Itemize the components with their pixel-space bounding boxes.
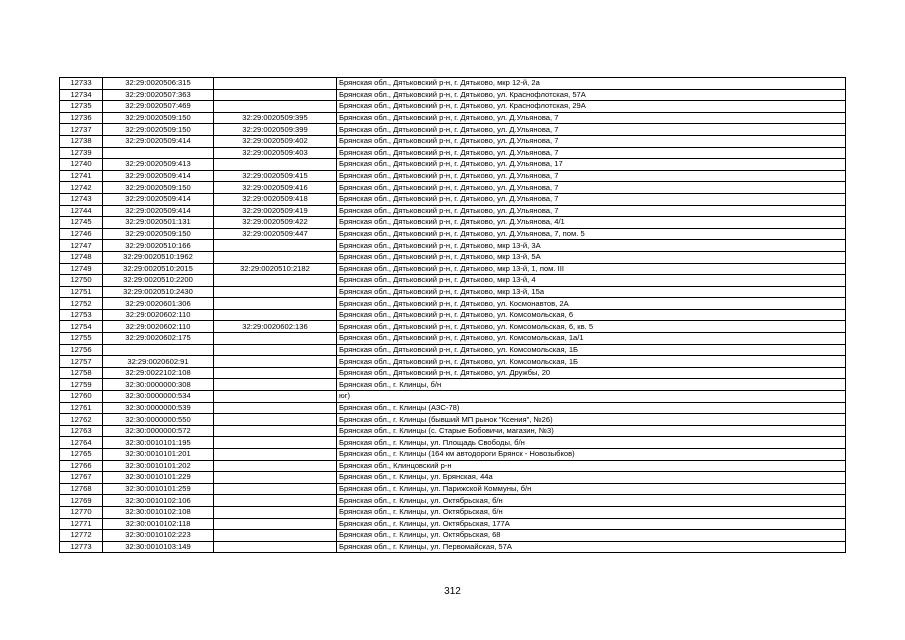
table-row [60,356,846,368]
room-cadastral-number-cell [214,89,337,101]
address-cell: Брянская обл., г. Клинцы, ул. Октябрьская, 177А [337,518,846,530]
cadastral-number-cell: 32:30:0010101:229 [103,472,214,484]
address-cell: Брянская обл., г. Клинцы (164 км автодороги Брянск - Новозыбков) [337,449,846,461]
cadastral-number-cell: 32:29:0020509:150 [103,112,214,124]
address-cell: Брянская обл., Дятьковский р-н, г. Дятьково, ул. Комсомольская, 6, кв. 5 [337,321,846,333]
address-cell: Брянская обл., Дятьковский р-н, г. Дятьково, ул. Д.Ульянова, 7 [337,182,846,194]
table-row [60,193,846,205]
page-number: 312 [444,586,461,597]
room-cadastral-number-cell [214,530,337,542]
room-cadastral-number-cell [214,472,337,484]
row-number-cell: 12736 [60,112,103,124]
room-cadastral-number-cell: 32:29:0020509:415 [214,170,337,182]
room-cadastral-number-cell [214,460,337,472]
room-cadastral-number-cell [214,309,337,321]
address-cell: Брянская обл., г. Клинцы, ул. Октябрьская, б/н [337,495,846,507]
address-cell: Брянская обл., Дятьковский р-н, г. Дятьково, ул. Д.Ульянова, 7 [337,135,846,147]
room-cadastral-number-cell [214,78,337,90]
cadastral-number-cell: 32:29:0020507:469 [103,101,214,113]
room-cadastral-number-cell [214,286,337,298]
room-cadastral-number-cell: 32:29:0020509:422 [214,217,337,229]
room-cadastral-number-cell: 32:29:0020510:2182 [214,263,337,275]
row-number-cell: 12756 [60,344,103,356]
registry-table-body [60,78,846,553]
room-cadastral-number-cell [214,437,337,449]
cadastral-number-cell [103,344,214,356]
row-number-cell: 12746 [60,228,103,240]
row-number-cell: 12771 [60,518,103,530]
row-number-cell: 12759 [60,379,103,391]
address-cell: Брянская обл., Дятьковский р-н, г. Дятьково, ул. Д.Ульянова, 7 [337,193,846,205]
room-cadastral-number-cell [214,425,337,437]
row-number-cell: 12741 [60,170,103,182]
cadastral-number-cell: 32:29:0020507:363 [103,89,214,101]
cadastral-number-cell: 32:30:0010102:118 [103,518,214,530]
cadastral-number-cell: 32:29:0022102:108 [103,367,214,379]
room-cadastral-number-cell: 32:29:0020509:402 [214,135,337,147]
table-row [60,449,846,461]
room-cadastral-number-cell: 32:29:0020509:416 [214,182,337,194]
cadastral-number-cell: 32:29:0020510:2015 [103,263,214,275]
address-cell: Брянская обл., г. Клинцы, ул. Площадь Свободы, б/н [337,437,846,449]
room-cadastral-number-cell: 32:29:0020509:403 [214,147,337,159]
row-number-cell: 12749 [60,263,103,275]
address-cell: Брянская обл., Дятьковский р-н, г. Дятьково, мкр 13-й, 3А [337,240,846,252]
room-cadastral-number-cell [214,414,337,426]
cadastral-number-cell: 32:29:0020510:2200 [103,275,214,287]
address-cell: Брянская обл., г. Клинцы, ул. Октябрьская, б/н [337,506,846,518]
table-row [60,402,846,414]
address-cell: Брянская обл., Дятьковский р-н, г. Дятьково, ул. Краснофлотская, 57А [337,89,846,101]
cadastral-number-cell: 32:29:0020510:2430 [103,286,214,298]
row-number-cell: 12739 [60,147,103,159]
table-row [60,321,846,333]
cadastral-number-cell: 32:30:0000000:572 [103,425,214,437]
row-number-cell: 12754 [60,321,103,333]
address-cell: Брянская обл., Дятьковский р-н, г. Дятьково, ул. Космонавтов, 2А [337,298,846,310]
cadastral-number-cell: 32:29:0020509:150 [103,124,214,136]
room-cadastral-number-cell [214,298,337,310]
room-cadastral-number-cell: 32:29:0020509:399 [214,124,337,136]
cadastral-number-cell: 32:29:0020602:110 [103,321,214,333]
row-number-cell: 12765 [60,449,103,461]
cadastral-number-cell: 32:30:0010101:195 [103,437,214,449]
table-row [60,147,846,159]
row-number-cell: 12743 [60,193,103,205]
cadastral-number-cell: 32:29:0020509:414 [103,193,214,205]
address-cell: Брянская обл., Дятьковский р-н, г. Дятьково, мкр 13-й, 15а [337,286,846,298]
address-cell: Брянская обл., Дятьковский р-н, г. Дятьково, ул. Комсомольская, 1Б [337,344,846,356]
address-cell: Брянская обл., г. Клинцы, ул. Октябрьская, 68 [337,530,846,542]
table-row [60,251,846,263]
address-cell: Брянская обл., Дятьковский р-н, г. Дятьково, ул. Д.Ульянова, 7 [337,205,846,217]
room-cadastral-number-cell [214,356,337,368]
table-row [60,217,846,229]
room-cadastral-number-cell: 32:29:0020509:419 [214,205,337,217]
cadastral-number-cell: 32:30:0000000:534 [103,391,214,403]
table-row [60,89,846,101]
row-number-cell: 12772 [60,530,103,542]
room-cadastral-number-cell: 32:29:0020509:447 [214,228,337,240]
row-number-cell: 12768 [60,483,103,495]
cadastral-number-cell: 32:29:0020506:315 [103,78,214,90]
row-number-cell: 12734 [60,89,103,101]
address-cell: Брянская обл., Дятьковский р-н, г. Дятьково, ул. Комсомольская, 1Б [337,356,846,368]
address-cell: Брянская обл., г. Клинцы (с. Старые Бобовичи, магазин, №3) [337,425,846,437]
row-number-cell: 12745 [60,217,103,229]
address-cell: Брянская обл., Дятьковский р-н, г. Дятьково, мкр 13-й, 4 [337,275,846,287]
table-row [60,159,846,171]
registry-table [59,77,846,553]
cadastral-number-cell: 32:30:0000000:308 [103,379,214,391]
address-cell: Брянская обл., г. Клинцы, ул. Парижской Коммуны, б/н [337,483,846,495]
row-number-cell: 12737 [60,124,103,136]
table-row [60,286,846,298]
cadastral-number-cell: 32:29:0020602:91 [103,356,214,368]
room-cadastral-number-cell [214,240,337,252]
cadastral-number-cell: 32:29:0020509:414 [103,205,214,217]
room-cadastral-number-cell [214,344,337,356]
room-cadastral-number-cell [214,541,337,553]
address-cell: юг) [337,391,846,403]
room-cadastral-number-cell [214,449,337,461]
row-number-cell: 12762 [60,414,103,426]
cadastral-number-cell: 32:29:0020509:414 [103,135,214,147]
cadastral-number-cell: 32:30:0010102:223 [103,530,214,542]
row-number-cell: 12738 [60,135,103,147]
table-row [60,124,846,136]
row-number-cell: 12763 [60,425,103,437]
table-row [60,472,846,484]
room-cadastral-number-cell: 32:29:0020509:395 [214,112,337,124]
table-row [60,541,846,553]
row-number-cell: 12767 [60,472,103,484]
room-cadastral-number-cell [214,506,337,518]
cadastral-number-cell: 32:30:0010102:106 [103,495,214,507]
address-cell: Брянская обл., Дятьковский р-н, г. Дятьково, ул. Д.Ульянова, 4/1 [337,217,846,229]
room-cadastral-number-cell [214,251,337,263]
row-number-cell: 12773 [60,541,103,553]
row-number-cell: 12758 [60,367,103,379]
table-row [60,78,846,90]
table-row [60,135,846,147]
room-cadastral-number-cell [214,275,337,287]
row-number-cell: 12766 [60,460,103,472]
row-number-cell: 12733 [60,78,103,90]
row-number-cell: 12755 [60,333,103,345]
room-cadastral-number-cell [214,379,337,391]
row-number-cell: 12764 [60,437,103,449]
cadastral-number-cell: 32:29:0020509:414 [103,170,214,182]
table-row [60,518,846,530]
address-cell: Брянская обл., Дятьковский р-н, г. Дятьково, мкр 13-й, 5А [337,251,846,263]
room-cadastral-number-cell [214,159,337,171]
cadastral-number-cell: 32:30:0010103:149 [103,541,214,553]
row-number-cell: 12747 [60,240,103,252]
table-row [60,228,846,240]
address-cell: Брянская обл., Дятьковский р-н, г. Дятьково, ул. Д.Ульянова, 7 [337,170,846,182]
address-cell: Брянская обл., Дятьковский р-н, г. Дятьково, ул. Д.Ульянова, 7 [337,112,846,124]
row-number-cell: 12770 [60,506,103,518]
cadastral-number-cell: 32:30:0000000:539 [103,402,214,414]
table-row [60,263,846,275]
room-cadastral-number-cell: 32:29:0020602:136 [214,321,337,333]
row-number-cell: 12752 [60,298,103,310]
row-number-cell: 12751 [60,286,103,298]
room-cadastral-number-cell [214,101,337,113]
cadastral-number-cell: 32:30:0010101:202 [103,460,214,472]
address-cell: Брянская обл., г. Клинцы, б/н [337,379,846,391]
address-cell: Брянская обл., Дятьковский р-н, г. Дятьково, ул. Д.Ульянова, 7, пом. 5 [337,228,846,240]
address-cell: Брянская обл., г. Клинцы, ул. Брянская, 44а [337,472,846,484]
table-row [60,391,846,403]
row-number-cell: 12742 [60,182,103,194]
row-number-cell: 12757 [60,356,103,368]
row-number-cell: 12740 [60,159,103,171]
address-cell: Брянская обл., Дятьковский р-н, г. Дятьково, ул. Краснофлотская, 29А [337,101,846,113]
cadastral-number-cell: 32:29:0020601:306 [103,298,214,310]
row-number-cell: 12753 [60,309,103,321]
table-row [60,309,846,321]
cadastral-number-cell: 32:29:0020509:150 [103,228,214,240]
row-number-cell: 12750 [60,275,103,287]
cadastral-number-cell: 32:29:0020501:131 [103,217,214,229]
table-row [60,240,846,252]
row-number-cell: 12744 [60,205,103,217]
table-row [60,437,846,449]
table-row [60,101,846,113]
cadastral-number-cell: 32:29:0020602:110 [103,309,214,321]
cadastral-number-cell: 32:29:0020510:1962 [103,251,214,263]
address-cell: Брянская обл., Дятьковский р-н, г. Дятьково, ул. Д.Ульянова, 17 [337,159,846,171]
table-row [60,483,846,495]
cadastral-number-cell: 32:29:0020602:175 [103,333,214,345]
row-number-cell: 12735 [60,101,103,113]
cadastral-number-cell: 32:30:0010102:108 [103,506,214,518]
table-row [60,170,846,182]
table-row [60,205,846,217]
address-cell: Брянская обл., Дятьковский р-н, г. Дятьково, ул. Д.Ульянова, 7 [337,147,846,159]
room-cadastral-number-cell [214,518,337,530]
room-cadastral-number-cell [214,483,337,495]
table-row [60,298,846,310]
table-row [60,112,846,124]
table-row [60,495,846,507]
table-row [60,367,846,379]
room-cadastral-number-cell [214,367,337,379]
table-row [60,379,846,391]
table-row [60,275,846,287]
row-number-cell: 12760 [60,391,103,403]
row-number-cell: 12769 [60,495,103,507]
row-number-cell: 12761 [60,402,103,414]
cadastral-number-cell: 32:29:0020509:413 [103,159,214,171]
cadastral-number-cell [103,147,214,159]
address-cell: Брянская обл., Клинцовский р-н [337,460,846,472]
address-cell: Брянская обл., Дятьковский р-н, г. Дятьково, мкр 13-й, 1, пом. III [337,263,846,275]
table-row [60,182,846,194]
cadastral-number-cell: 32:30:0010101:259 [103,483,214,495]
room-cadastral-number-cell [214,391,337,403]
cadastral-number-cell: 32:30:0010101:201 [103,449,214,461]
address-cell: Брянская обл., г. Клинцы (АЗС-78) [337,402,846,414]
table-row [60,460,846,472]
address-cell: Брянская обл., Дятьковский р-н, г. Дятьково, ул. Дружбы, 20 [337,367,846,379]
room-cadastral-number-cell [214,333,337,345]
table-row [60,414,846,426]
address-cell: Брянская обл., Дятьковский р-н, г. Дятьково, ул. Д.Ульянова, 7 [337,124,846,136]
address-cell: Брянская обл., Дятьковский р-н, г. Дятьково, ул. Комсомольская, 6 [337,309,846,321]
table-row [60,425,846,437]
table-row [60,333,846,345]
cadastral-number-cell: 32:29:0020510:166 [103,240,214,252]
address-cell: Брянская обл., Дятьковский р-н, г. Дятьково, ул. Комсомольская, 1а/1 [337,333,846,345]
address-cell: Брянская обл., г. Клинцы, ул. Первомайская, 57А [337,541,846,553]
room-cadastral-number-cell [214,495,337,507]
cadastral-number-cell: 32:30:0000000:550 [103,414,214,426]
cadastral-number-cell: 32:29:0020509:150 [103,182,214,194]
row-number-cell: 12748 [60,251,103,263]
room-cadastral-number-cell [214,402,337,414]
room-cadastral-number-cell: 32:29:0020509:418 [214,193,337,205]
table-row [60,530,846,542]
table-row [60,506,846,518]
address-cell: Брянская обл., Дятьковский р-н, г. Дятьково, мкр 12-й, 2а [337,78,846,90]
address-cell: Брянская обл., г. Клинцы (бывший МП рынок "Ксения", №26) [337,414,846,426]
table-row [60,344,846,356]
